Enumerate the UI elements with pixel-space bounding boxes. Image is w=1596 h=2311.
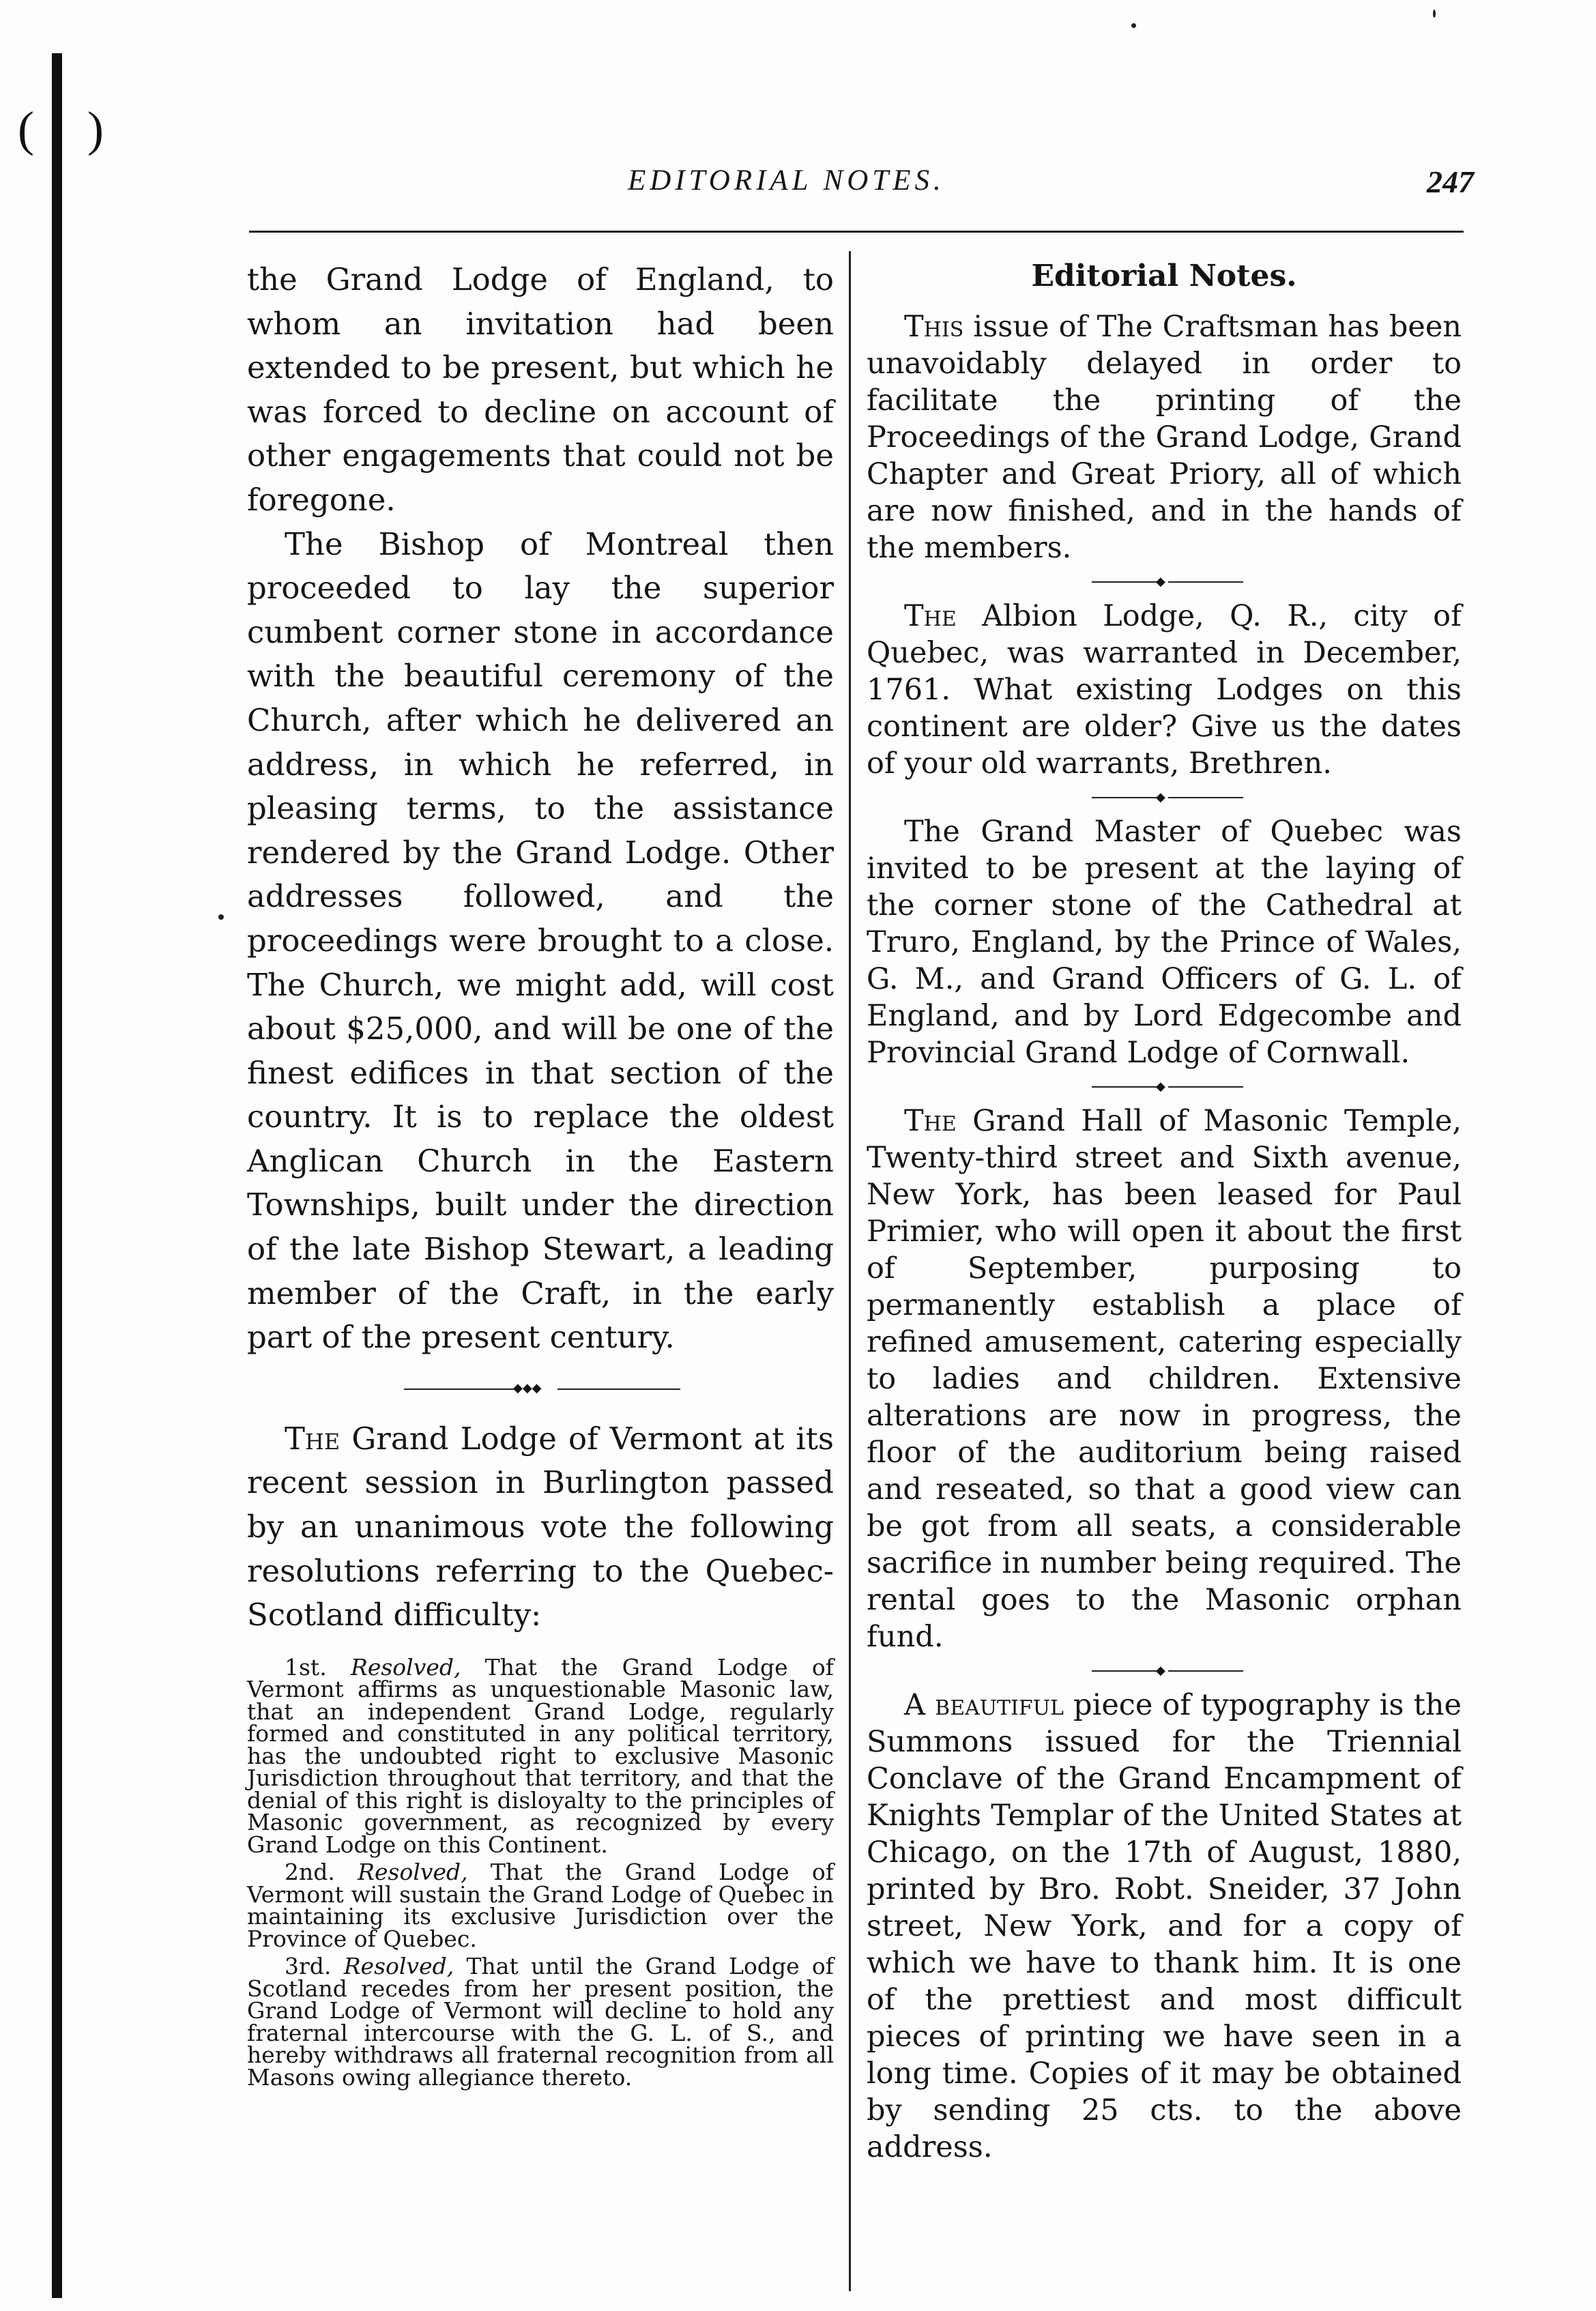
vermont-paragraph: [247, 1417, 834, 1638]
ink-speck: [1433, 10, 1436, 18]
ink-speck: [1131, 23, 1136, 28]
bishop-paragraph: The Bishop of Montreal then proceeded to lay the superior cumbent corner stone in accordance with the beautiful ceremony of the Church, after which he delivered an address, in which he referred, in pleasing terms, to the assistance rendered by the Grand Lodge. Other addresses followed, and the proceedings were brought to a close. The Church, we might add, will cost about $25,000, and will be one of the finest edifices in that section of the country. It is to replace the oldest Anglican Church in the Eastern Townships, built under the direction of the late Bishop Stewart, a leading member of the Craft, in the early part of the present century.: [247, 525, 834, 1356]
note-masonic-temple: The Grand Hall of Masonic Temple, Twenty-third street and Sixth avenue, New York, has been leased for Paul Primier, who will open it about the first of September, purposing to permanently establish a place of refined amusement, catering especially to ladies and children. Extensive alterations are now in progress, the floor of the auditorium being raised and reseated, so that a good view can be got from all seats, a considerable sacrifice in number being required. The rental goes to the Masonic orphan fund.: [867, 1104, 1462, 1654]
page-binding-edge: [52, 53, 62, 2298]
note-albion-lodge: The Albion Lodge, Q. R., city of Quebec, was warranted in December, 1761. What existing Lodges on this continent are older? Give us the dates of your old warrants, Brethren.: [867, 599, 1462, 781]
note-divider: ◆: [867, 1071, 1462, 1103]
resolution-3: 3rd. Resolved, That until the Grand Lodge of Scotland recedes from her present position, the Grand Lodge of Vermont will decline to hold any fraternal intercourse with the G. L. of S., and hereby withdraws all fraternal recognition from all Masons owing allegiance thereto.: [247, 1953, 834, 2091]
resolution-2: 2nd. Resolved, That the Grand Lodge of Vermont will sustain the Grand Lodge of Quebec in maintaining its exclusive Jurisdiction over the Province of Quebec.: [247, 1859, 834, 1952]
note-divider: ◆: [867, 1655, 1462, 1687]
vermont-lead: The: [285, 1420, 340, 1457]
binding-mark: ): [87, 102, 104, 156]
running-title: EDITORIAL NOTES.: [628, 164, 945, 197]
binding-mark: (: [18, 102, 34, 156]
continuation-paragraph: the Grand Lodge of England, to whom an invitation had been extended to be present, but which he was forced to decline on account of other engagements that could not be foregone.: [247, 261, 834, 518]
ink-speck: [218, 914, 224, 920]
column-divider: [849, 251, 851, 2291]
left-column: [247, 258, 834, 2089]
header-rule: [249, 231, 1464, 233]
note-truro-cathedral: The Grand Master of Quebec was invited to be present at the laying of the corner stone of the Cathedral at Truro, England, by the Prince of Wales, G. M., and Grand Officers of G. L. of England, and by Lord Edgecombe and Provincial Grand Lodge of Cornwall.: [867, 815, 1462, 1070]
right-column: [867, 258, 1462, 2166]
editorial-notes-heading: Editorial Notes.: [1031, 259, 1297, 293]
vermont-body: Grand Lodge of Vermont at its recent session in Burlington passed by an unanimous vote the following resolutions referring to the Quebec-Scotland difficulty:: [247, 1420, 834, 1633]
section-divider: ◆◆◆: [247, 1360, 834, 1417]
resolution-1: 1st. Resolved, That the Grand Lodge of Vermont affirms as unquestionable Masonic law, that an independent Grand Lodge, regularly formed and constituted in any political territory, has the undoubted right to exclusive Masonic Jurisdiction throughout that territory, and that the denial of this right is disloyalty to the principles of Masonic government, as recognized by every Grand Lodge on this Continent.: [247, 1653, 834, 1858]
note-conclave-summons: A beautiful piece of typography is the Summons issued for the Triennial Conclave of the Grand Encampment of Knights Templar of the United States at Chicago, on the 17th of August, 1880, printed by Bro. Robt. Sneider, 37 John street, New York, and for a copy of which we have to thank him. It is one of the prettiest and most difficult pieces of printing we have seen in a long time. Copies of it may be obtained by sending 25 cts. to the above address.: [867, 1688, 1462, 2164]
note-craftsman: This issue of The Craftsman has been unavoidably delayed in order to facilitate the printing of the Proceedings of the Grand Lodge, Grand Chapter and Great Priory, all of which are now finished, and in the hands of the members.: [867, 310, 1462, 565]
page-number: 247: [1427, 164, 1474, 199]
page-header: [246, 164, 1474, 212]
note-divider: ◆: [867, 566, 1462, 598]
note-divider: ◆: [867, 782, 1462, 813]
